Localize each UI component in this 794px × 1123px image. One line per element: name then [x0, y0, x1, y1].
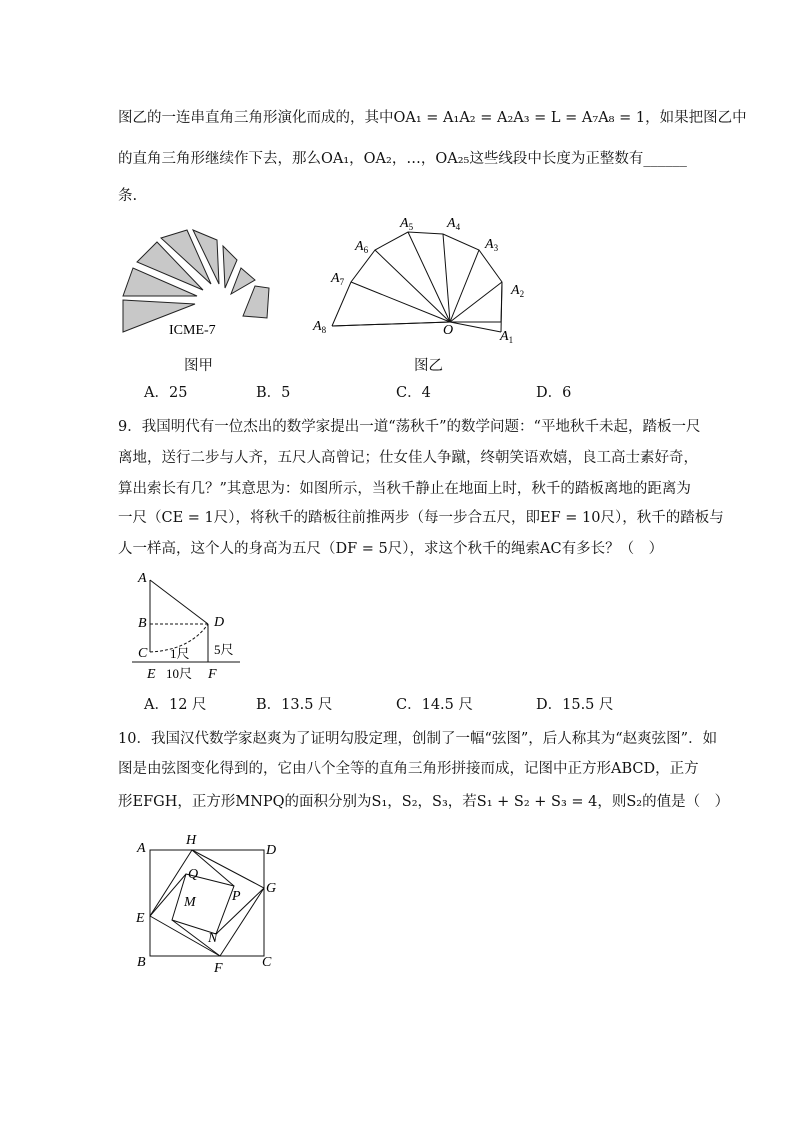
q8-option-b[interactable]: B．5	[256, 385, 291, 401]
figure-swing	[130, 568, 250, 686]
figure-jia-text: ICME-7	[169, 323, 216, 338]
q9-text-line-5: 人一样高，这个人的身高为五尺（DF = 5尺），求这个秋千的绳索AC有多长？（ ）	[118, 541, 664, 557]
q9-text-line-4: 一尺（CE = 1尺），将秋千的踏板往前推两步（每一步合五尺，即EF = 10尺），秋千的踏板与	[118, 510, 724, 526]
svg-text:A2: $A_2$	[511, 283, 525, 299]
figure-zhao-shuang	[130, 830, 290, 980]
q10-text-line-3: 形EFGH，正方形MNPQ的面积分别为S₁，S₂，S₃，若S₁ + S₂ + S₃ = 4，则S₂的值是（ ）	[118, 794, 730, 810]
svg-text:O: O	[443, 323, 454, 338]
svg-text:C: C	[138, 646, 148, 661]
svg-text:10尺: 10尺	[166, 666, 193, 681]
q8-option-d[interactable]: D．6	[536, 385, 572, 401]
q8-option-a[interactable]: A．25	[144, 385, 188, 401]
q9-text-line-3: 算出索长有几？”其意思为：如图所示，当秋千静止在地面上时，秋千的踏板离地的距离为	[118, 481, 691, 497]
svg-text:D: D	[214, 615, 225, 630]
svg-text:B: B	[138, 616, 147, 631]
q10-text-line-2: 图是由弦图变化得到的，它由八个全等的直角三角形拼接而成，记图中正方形ABCD，正方	[118, 761, 699, 777]
svg-text:N: N	[208, 931, 218, 946]
figure-yi	[305, 210, 535, 350]
svg-text:A8: $A_8$	[313, 319, 327, 335]
svg-text:F: F	[214, 961, 223, 976]
q9-text-line-1: 9．我国明代有一位杰出的数学家提出一道“荡秋千”的数学问题：“平地秋千未起，踏板一尺	[118, 419, 701, 435]
svg-text:P: P	[232, 889, 241, 904]
svg-text:G: G	[266, 881, 277, 896]
q8-text-line-1: 图乙的一连串直角三角形演化而成的，其中OA₁ = A₁A₂ = A₂A₃ = L = A₇A₈ = 1，如果把图乙中	[118, 110, 747, 126]
q9-option-a[interactable]: A．12 尺	[144, 697, 207, 713]
svg-text:E: E	[136, 911, 145, 926]
svg-text:A5: $A_5$	[400, 216, 414, 232]
q9-text-line-2: 离地，送行二步与人齐，五尺人高曾记；仕女佳人争蹴，终朝笑语欢嬉，良工高士素好奇，	[118, 450, 698, 466]
svg-text:E: E	[147, 667, 156, 682]
svg-text:1尺: 1尺	[170, 646, 190, 661]
svg-text:H: H	[186, 833, 197, 848]
svg-text:A7: $A_7$	[331, 271, 345, 287]
caption-jia: 图甲	[184, 358, 213, 374]
svg-text:A6: $A_6$	[355, 239, 369, 255]
svg-text:A: A	[138, 571, 147, 586]
svg-text:Q: Q	[188, 867, 199, 882]
svg-text:D: D	[266, 843, 277, 858]
q8-text-line-3: 条.	[118, 188, 138, 204]
svg-text:B: B	[137, 955, 146, 970]
svg-text:F: F	[208, 667, 217, 682]
svg-text:A: A	[137, 841, 146, 856]
svg-text:A1: $A_1$	[500, 329, 514, 345]
svg-text:C: C	[262, 955, 272, 970]
q9-option-c[interactable]: C．14.5 尺	[396, 697, 473, 713]
figure-jia-triangles	[123, 230, 269, 332]
q9-option-b[interactable]: B．13.5 尺	[256, 697, 333, 713]
svg-text:A3: $A_3$	[485, 237, 499, 253]
figure-jia	[115, 228, 280, 338]
q8-text-line-2: 的直角三角形继续作下去，那么OA₁，OA₂，…，OA₂₅这些线段中长度为正整数有______	[118, 151, 687, 167]
q9-option-d[interactable]: D．15.5 尺	[536, 697, 614, 713]
svg-text:M: M	[184, 895, 196, 910]
q10-text-line-1: 10．我国汉代数学家赵爽为了证明勾股定理，创制了一幅“弦图”，后人称其为“赵爽弦图”．如	[118, 731, 718, 747]
caption-yi: 图乙	[414, 358, 443, 374]
svg-text:5尺: 5尺	[214, 642, 234, 657]
svg-text:A4: $A_4$	[447, 216, 461, 232]
q8-option-c[interactable]: C．4	[396, 385, 431, 401]
